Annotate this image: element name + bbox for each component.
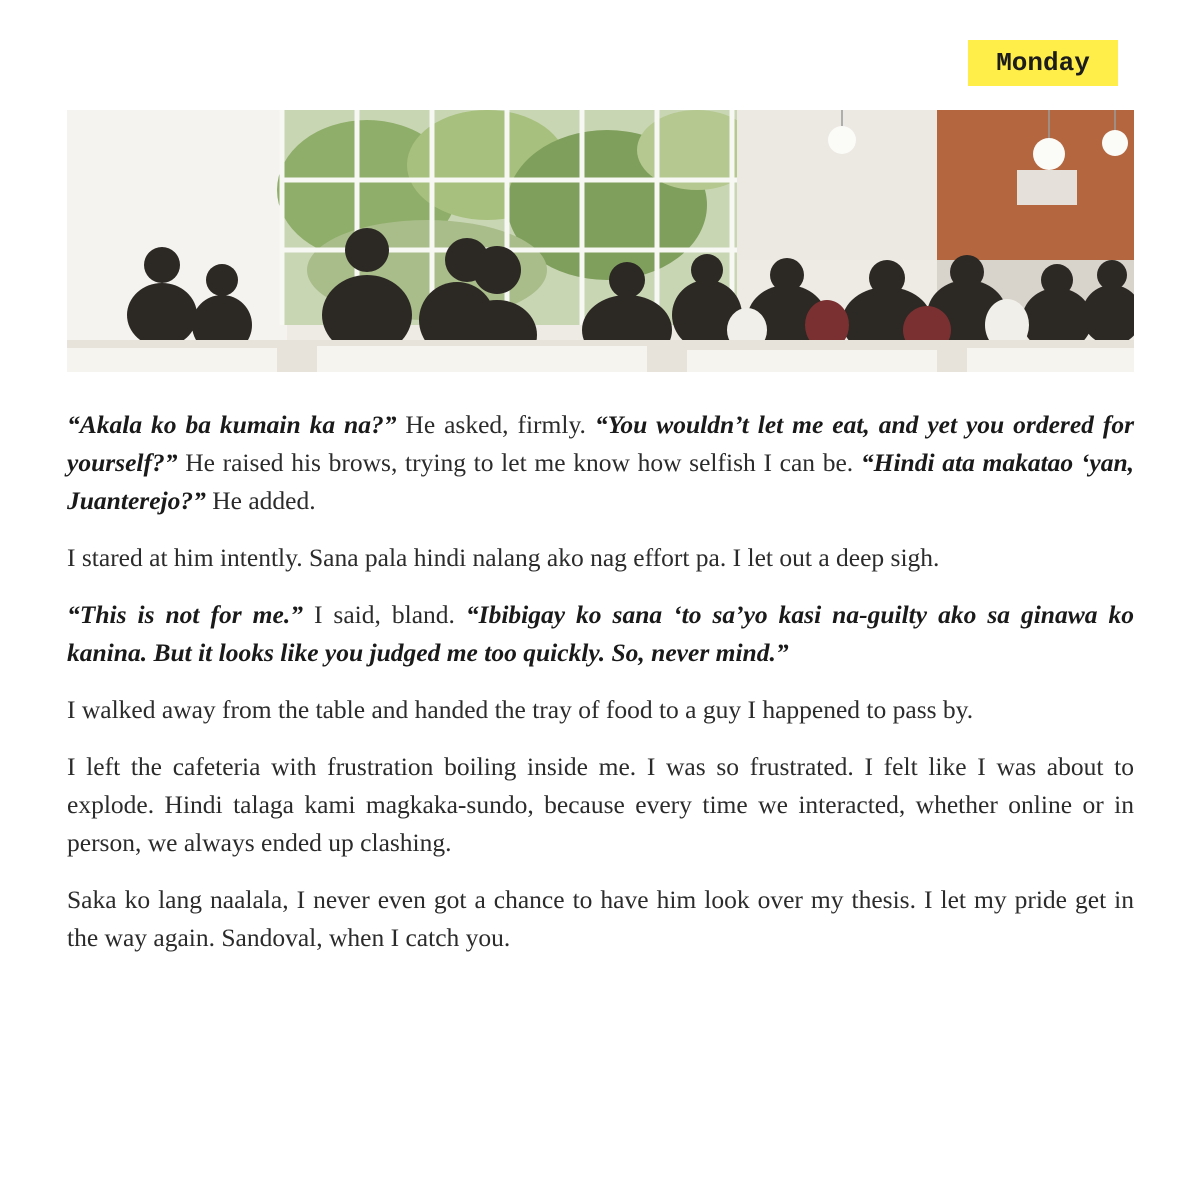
dialogue-quote: “You wouldn’t let me eat, and yet you ordered for yourself?” [67,410,1135,477]
narration-text: I left the cafeteria with frustration boiling inside me. I was so frustrated. I felt like I was about to explode. Hindi talaga kami magkaka-sundo, because every time we interacted, whether online or in person, we always ended up clashing. [67,752,1134,857]
dialogue-quote: “Ibibigay ko sana ‘to sa’yo kasi na-guilty ako sa ginawa ko kanina. But it looks like you judged me too quickly. So, never mind.” [67,600,1134,667]
narration-text: I walked away from the table and handed the tray of food to a guy I happened to pass by. [67,695,974,724]
narration-text: Saka ko lang naalala, I never even got a chance to have him look over my thesis. I let my pride get in the way again. Sandoval, when I catch you. [67,885,1134,952]
story-paragraph [67,539,1134,577]
cafeteria-photo [67,110,1134,372]
dialogue-quote: “Akala ko ba kumain ka na?” [67,410,397,439]
dialogue-quote: “This is not for me.” [67,600,303,629]
story-text [67,406,1134,976]
narration-text: He added. [205,486,316,515]
story-paragraph [67,881,1134,957]
narration-text: I said, bland. [302,600,466,629]
narration-text: I stared at him intently. Sana pala hindi nalang ako nag effort pa. I let out a deep sigh. [67,543,940,572]
narration-text: He asked, firmly. [396,410,595,439]
story-paragraph [67,691,1134,729]
story-paragraph [67,748,1134,862]
day-label: Monday [968,40,1118,86]
story-paragraph [67,406,1134,520]
story-paragraph [67,596,1134,672]
narration-text: He raised his brows, trying to let me know how selfish I can be. [177,448,861,477]
dialogue-quote: “Hindi ata makatao ‘yan, Juanterejo?” [67,448,1134,515]
